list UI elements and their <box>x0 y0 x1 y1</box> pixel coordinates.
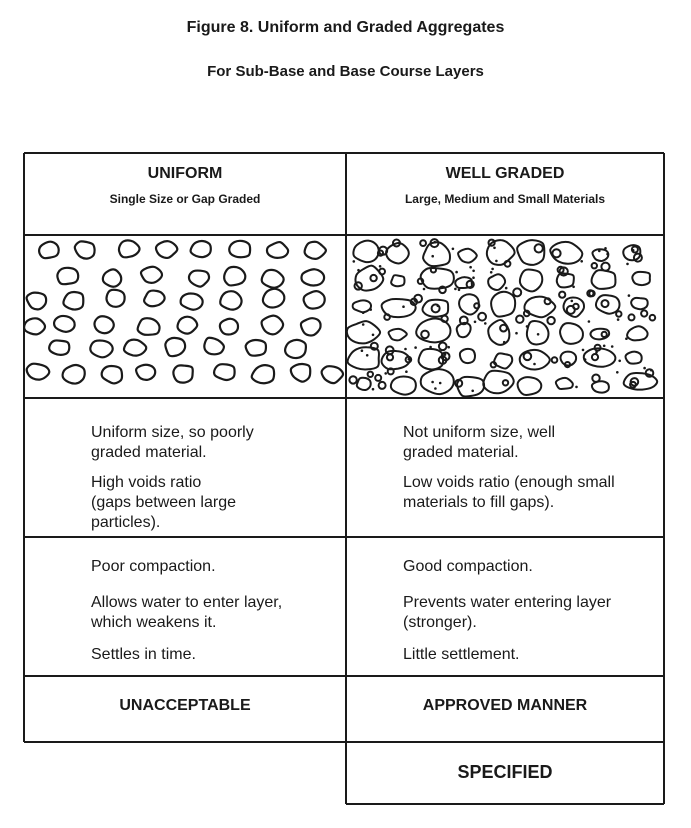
uniform-stone <box>39 242 59 259</box>
uniform-stone <box>262 316 284 335</box>
graded-stone-large <box>421 268 454 289</box>
graded-stone-medium <box>357 378 371 390</box>
uniform-stone <box>291 364 310 382</box>
uniform-stone <box>136 365 155 380</box>
graded-stone-small <box>500 325 507 332</box>
uniform-stone <box>301 318 321 335</box>
graded-stone-small <box>559 292 565 298</box>
graded-stone-small <box>414 346 417 349</box>
graded-stone-small <box>349 376 356 383</box>
graded-stone-small <box>379 265 382 268</box>
uniform-header-cell <box>24 153 346 235</box>
graded-stone-small <box>491 268 494 271</box>
graded-stone-small <box>582 349 585 352</box>
uniform-stone <box>204 338 224 355</box>
graded-stone-medium <box>488 274 505 290</box>
uniform-stone <box>57 268 78 284</box>
graded-stone-small <box>437 305 440 308</box>
graded-stone-small <box>573 304 579 310</box>
graded-stone-small <box>402 305 405 308</box>
graded-stone-small <box>434 241 437 244</box>
graded-stone-large <box>353 241 378 263</box>
graded-stone-small <box>431 381 434 384</box>
graded-stone-small <box>584 358 587 361</box>
graded-stone-small <box>474 303 479 308</box>
uniform-stone <box>285 340 306 358</box>
graded-stone-small <box>452 248 455 251</box>
uniform-aggregate-illustration <box>25 236 345 397</box>
graded-stone-small <box>439 343 447 351</box>
graded-stone-small <box>587 290 593 296</box>
graded-stone-small <box>384 372 387 375</box>
graded-stone-small <box>650 315 656 321</box>
graded-stone-small <box>524 353 532 361</box>
graded-stone-small <box>418 279 423 284</box>
graded-stone-small <box>618 360 621 363</box>
graded-stone-small <box>362 311 365 314</box>
graded-stone-small <box>626 263 629 266</box>
graded-stone-small <box>616 311 621 316</box>
uniform-stone <box>49 340 69 354</box>
specified-label: SPECIFIED <box>457 762 553 782</box>
graded-stone-small <box>472 276 475 279</box>
uniform-stone <box>63 292 83 309</box>
graded-stone-small <box>571 300 574 303</box>
graded-stone-small <box>602 332 607 337</box>
uniform-stone <box>322 366 343 383</box>
graded-verdict-cell <box>346 676 664 742</box>
graded-stone-small <box>368 372 373 377</box>
graded-stone-small <box>469 266 472 269</box>
graded-stone-small <box>423 288 426 291</box>
uniform-property-3: Settles in time. <box>91 646 196 663</box>
graded-heading: WELL GRADED <box>445 165 565 182</box>
uniform-stone <box>305 242 326 259</box>
graded-stone-small <box>372 388 375 391</box>
graded-description-2: Low voids ratio (enough small materials to fill gaps). <box>403 474 615 511</box>
graded-stone-small <box>431 255 434 258</box>
uniform-property-2: Allows water to enter layer, which weakens it. <box>91 594 283 631</box>
uniform-stone <box>95 316 114 333</box>
graded-stone-small <box>495 260 498 263</box>
graded-stone-small <box>490 271 493 274</box>
graded-stone-large <box>488 320 509 345</box>
graded-stone-small <box>361 349 364 352</box>
graded-stone-small <box>592 263 597 268</box>
uniform-subheading: Single Size or Gap Graded <box>109 192 261 206</box>
graded-header-cell <box>346 153 664 235</box>
graded-stone-small <box>388 368 394 374</box>
uniform-stone <box>252 365 274 383</box>
graded-stone-small <box>439 382 442 385</box>
graded-stone-small <box>471 390 474 393</box>
graded-stone-small <box>606 253 609 256</box>
graded-stone-small <box>387 354 393 360</box>
graded-stone-small <box>484 322 487 325</box>
graded-stone-large <box>592 270 616 289</box>
graded-stone-small <box>474 321 477 324</box>
uniform-stone <box>220 291 241 309</box>
graded-stone-small <box>616 371 619 374</box>
uniform-verdict: UNACCEPTABLE <box>119 697 251 714</box>
uniform-stone <box>267 242 288 258</box>
graded-stone-large <box>520 269 542 291</box>
graded-stone-small <box>472 270 475 273</box>
graded-stone-large <box>518 377 542 395</box>
graded-stone-medium <box>631 298 648 309</box>
uniform-stone <box>27 293 47 310</box>
graded-stone-medium <box>632 272 650 285</box>
uniform-stone <box>102 366 122 383</box>
graded-stone-small <box>441 316 447 322</box>
graded-stone-small <box>632 249 635 252</box>
graded-stone-small <box>420 240 426 246</box>
uniform-stone <box>54 316 74 332</box>
uniform-stone <box>220 319 238 335</box>
graded-stone-small <box>404 348 407 351</box>
graded-stone-small <box>478 313 486 321</box>
uniform-stone <box>304 291 325 308</box>
graded-stone-small <box>353 260 356 263</box>
graded-stone-small <box>516 316 523 323</box>
graded-stone-medium <box>592 381 609 392</box>
specified-cell <box>346 742 664 804</box>
graded-stone-small <box>533 363 536 366</box>
graded-subheading: Large, Medium and Small Materials <box>404 192 606 206</box>
graded-stone-small <box>447 346 450 349</box>
uniform-stone <box>178 317 198 334</box>
uniform-stone <box>27 364 50 380</box>
graded-stone-small <box>588 320 591 323</box>
graded-stone-small <box>458 289 461 292</box>
graded-stone-medium <box>627 326 647 340</box>
graded-stone-small <box>405 370 408 373</box>
graded-stone-small <box>611 345 614 348</box>
graded-stone-large <box>483 371 513 393</box>
graded-stone-small <box>370 275 376 281</box>
graded-stone-small <box>628 294 631 297</box>
graded-stone-small <box>524 311 530 317</box>
graded-stone-small <box>366 354 369 357</box>
graded-stone-small <box>384 314 390 320</box>
graded-verdict: APPROVED MANNER <box>422 697 588 714</box>
uniform-stone <box>165 338 185 356</box>
uniform-stone <box>224 267 245 286</box>
graded-stone-small <box>493 247 496 250</box>
uniform-description-2: High voids ratio (gaps between large particles). <box>91 474 236 531</box>
graded-stone-small <box>431 267 436 272</box>
uniform-stone <box>144 291 165 307</box>
uniform-description-1: Uniform size, so poorly graded material. <box>91 424 254 461</box>
figure-title: Figure 8. Uniform and Graded Aggregates <box>186 19 505 36</box>
uniform-stone <box>263 289 284 308</box>
graded-stone-medium <box>455 277 472 288</box>
graded-stone-medium <box>389 329 407 340</box>
graded-stone-large <box>487 240 515 265</box>
graded-stone-small <box>575 386 578 389</box>
graded-property-1: Good compaction. <box>403 558 533 575</box>
uniform-property-1: Poor compaction. <box>91 558 216 575</box>
graded-stone-small <box>552 357 558 363</box>
uniform-verdict-cell <box>24 676 346 742</box>
uniform-stone <box>262 270 284 288</box>
graded-stone-small <box>454 288 457 291</box>
graded-stone-small <box>362 323 365 326</box>
graded-stone-small <box>379 269 385 275</box>
graded-stone-small <box>629 314 635 320</box>
graded-stone-small <box>429 346 432 349</box>
graded-stone-medium <box>353 300 371 312</box>
graded-stone-small <box>601 263 609 271</box>
uniform-stone <box>138 318 160 335</box>
graded-property-3: Little settlement. <box>403 646 520 663</box>
graded-stone-small <box>572 286 575 289</box>
graded-stone-small <box>625 337 628 340</box>
graded-stone-small <box>503 380 508 385</box>
uniform-stone <box>103 269 121 286</box>
uniform-stone <box>119 240 140 257</box>
graded-stone-large <box>560 323 583 344</box>
graded-stone-small <box>552 249 560 257</box>
uniform-stone <box>63 365 85 384</box>
uniform-heading: UNIFORM <box>147 165 223 182</box>
graded-stone-small <box>369 308 372 311</box>
graded-stone-small <box>592 354 598 360</box>
graded-stone-small <box>513 288 521 296</box>
graded-stone-medium <box>561 352 577 366</box>
uniform-stone <box>124 340 146 356</box>
graded-stone-small <box>643 367 646 370</box>
uniform-stone <box>191 241 211 257</box>
graded-stone-large <box>421 369 454 394</box>
graded-stone-small <box>535 244 543 252</box>
graded-stone-small <box>372 334 375 337</box>
graded-description-1: Not uniform size, well graded material. <box>403 424 556 461</box>
graded-stone-medium <box>460 349 475 363</box>
graded-stone-medium <box>626 352 642 364</box>
uniform-stone <box>301 269 324 285</box>
graded-stone-large <box>527 321 549 344</box>
graded-stone-large <box>584 348 616 366</box>
graded-stone-small <box>537 333 540 336</box>
uniform-stone <box>25 318 45 334</box>
graded-stone-small <box>515 332 518 335</box>
graded-stone-small <box>439 287 446 294</box>
graded-stone-medium <box>556 378 573 389</box>
uniform-stone <box>106 290 124 307</box>
graded-stone-large <box>391 377 416 395</box>
graded-stone-small <box>598 250 601 253</box>
uniform-stone <box>246 340 266 356</box>
graded-property-2: Prevents water entering layer (stronger). <box>403 594 612 631</box>
graded-stone-small <box>595 351 598 354</box>
graded-stone-small <box>602 300 609 307</box>
graded-stone-small <box>455 271 458 274</box>
graded-stone-small <box>375 375 381 381</box>
figure-subtitle: For Sub-Base and Base Course Layers <box>207 63 484 80</box>
graded-stone-small <box>379 382 386 389</box>
graded-stone-small <box>505 287 508 290</box>
graded-stone-small <box>592 375 599 382</box>
graded-stone-small <box>503 341 506 344</box>
uniform-stone <box>189 271 209 287</box>
graded-stone-large <box>422 300 448 317</box>
graded-stone-medium <box>458 249 477 263</box>
uniform-stone <box>156 241 177 258</box>
graded-stone-small <box>421 331 429 339</box>
uniform-stone <box>214 364 234 380</box>
uniform-stone <box>173 365 192 382</box>
graded-stone-medium <box>391 275 404 286</box>
graded-stone-small <box>547 317 554 324</box>
graded-aggregate-illustration <box>347 236 663 397</box>
graded-stone-small <box>603 345 606 348</box>
graded-stone-small <box>604 247 607 250</box>
graded-stone-small <box>617 318 620 321</box>
graded-stone-small <box>580 260 583 263</box>
uniform-stone <box>181 293 203 309</box>
graded-stone-small <box>545 298 551 304</box>
graded-stone-small <box>526 325 529 328</box>
graded-stone-large <box>550 242 582 264</box>
uniform-stone <box>75 241 95 258</box>
graded-stone-small <box>505 261 511 267</box>
graded-stone-small <box>434 387 437 390</box>
uniform-stone <box>229 241 250 257</box>
uniform-stone <box>90 341 112 358</box>
uniform-stone <box>141 267 162 283</box>
graded-stone-large <box>491 292 515 317</box>
graded-stone-small <box>491 362 496 367</box>
graded-stone-small <box>357 269 360 272</box>
graded-stone-small <box>641 310 647 316</box>
